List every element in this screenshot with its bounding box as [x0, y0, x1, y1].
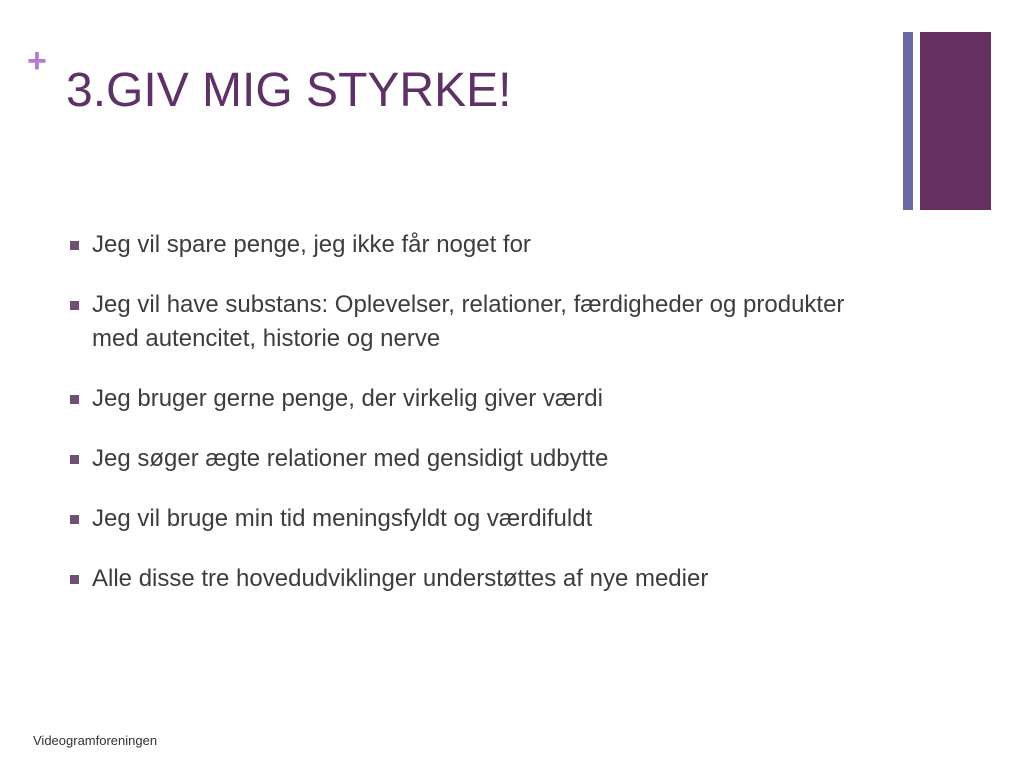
bullet-item	[66, 562, 866, 596]
bullet-text: Jeg vil have substans: Oplevelser, relationer, færdigheder og produkter med autencitet, historie og nerve	[92, 291, 845, 352]
bullet-item	[66, 442, 866, 476]
bullet-item	[66, 288, 866, 356]
square-bullet-icon	[70, 515, 79, 524]
bullet-text: Jeg bruger gerne penge, der virkelig giver værdi	[92, 385, 603, 412]
bullet-list	[66, 228, 866, 622]
accent-bar-thin	[903, 32, 913, 210]
bullet-text: Jeg søger ægte relationer med gensidigt udbytte	[92, 445, 609, 472]
bullet-text: Alle disse tre hovedudviklinger understøttes af nye medier	[92, 565, 709, 592]
bullet-text: Jeg vil spare penge, jeg ikke får noget for	[92, 231, 531, 258]
square-bullet-icon	[70, 395, 79, 404]
square-bullet-icon	[70, 301, 79, 310]
accent-bar-wide	[920, 32, 991, 210]
bullet-item	[66, 502, 866, 536]
square-bullet-icon	[70, 241, 79, 250]
plus-icon: +	[27, 42, 47, 80]
square-bullet-icon	[70, 575, 79, 584]
bullet-text: Jeg vil bruge min tid meningsfyldt og værdifuldt	[92, 505, 593, 532]
footer-text: Videogramforeningen	[33, 733, 158, 748]
bullet-item	[66, 382, 866, 416]
square-bullet-icon	[70, 455, 79, 464]
slide-title: 3.GIV MIG STYRKE!	[66, 64, 512, 117]
bullet-item	[66, 228, 866, 262]
